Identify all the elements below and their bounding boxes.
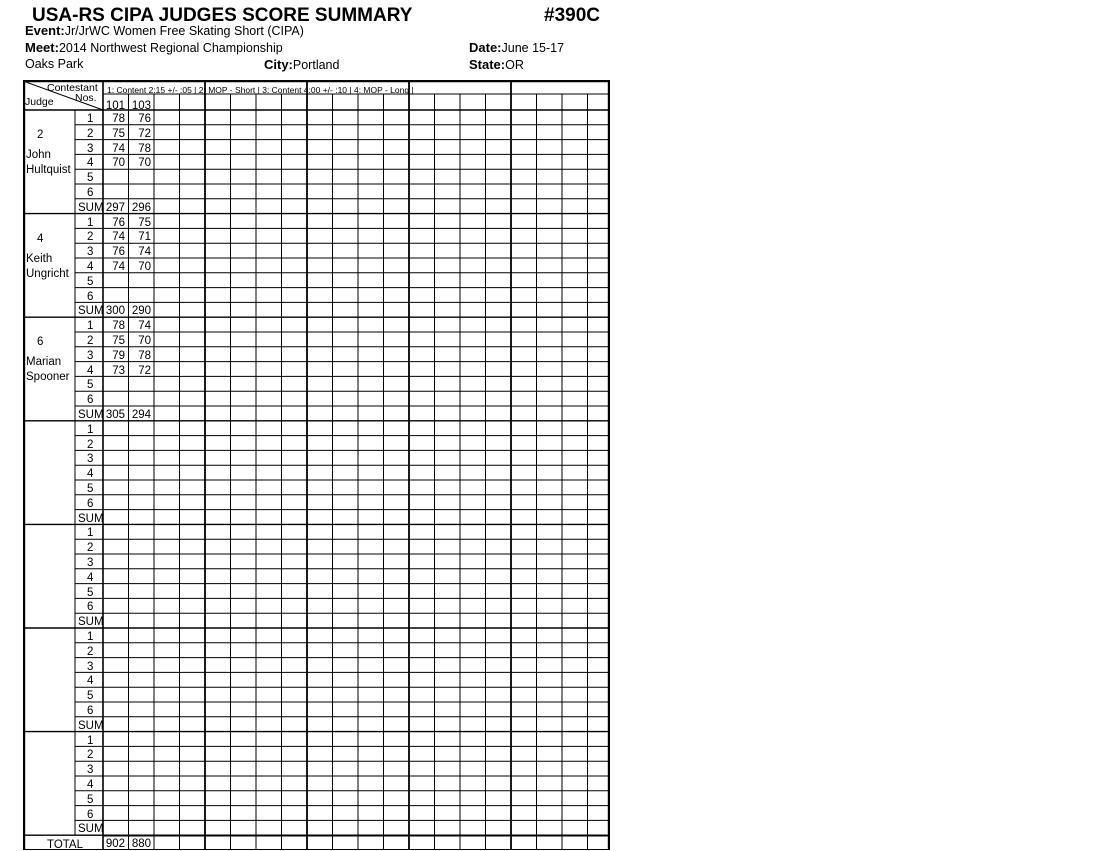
row-label: 3	[87, 349, 94, 362]
score-cell: 70	[138, 157, 151, 170]
score-cell: 70	[138, 335, 151, 347]
row-label: 2	[87, 542, 94, 555]
row-label: 1	[87, 423, 94, 436]
state-label: State:	[469, 57, 506, 72]
judge-last-name: Spooner	[26, 371, 70, 384]
row-label: 1	[87, 216, 94, 229]
row-label: 1	[87, 527, 94, 540]
judge-name	[26, 252, 69, 282]
score-cell: 300	[105, 305, 125, 318]
corner-judge-label: Judge	[25, 96, 54, 108]
score-cell: 78	[112, 113, 125, 125]
row-label: 4	[87, 675, 94, 688]
row-label: SUM	[78, 305, 104, 318]
row-label: 4	[87, 261, 94, 273]
score-cell: 76	[112, 246, 125, 259]
row-label: 3	[87, 453, 94, 466]
contestant-number: 103	[131, 100, 151, 112]
score-cell: 76	[112, 216, 125, 229]
score-cell: 73	[112, 364, 125, 377]
score-cell: 296	[131, 201, 151, 214]
city-label: City:	[264, 57, 293, 72]
judge-last-name: Ungricht	[26, 267, 69, 280]
row-label: 2	[87, 335, 94, 347]
score-grid-lines	[23, 80, 610, 850]
judge-name	[26, 355, 69, 385]
row-label: 5	[87, 793, 94, 806]
row-label: 3	[87, 557, 94, 569]
row-label: SUM	[78, 201, 104, 214]
row-label: 3	[87, 246, 94, 259]
row-label: 6	[87, 497, 94, 510]
event-field	[25, 23, 304, 38]
row-label: 2	[87, 231, 94, 244]
row-label: 1	[87, 113, 94, 125]
row-label: 6	[87, 187, 94, 199]
row-label: 3	[87, 660, 94, 673]
row-label: 3	[87, 142, 94, 155]
row-label: 2	[87, 645, 94, 658]
total-label: TOTAL	[47, 839, 83, 851]
judge-first-name: John	[26, 149, 51, 161]
judge-number: 4	[37, 232, 44, 245]
row-label: 5	[87, 586, 94, 599]
score-cell: 74	[112, 142, 125, 155]
meet-field	[25, 40, 283, 55]
date-value: June 15-17	[501, 41, 565, 55]
score-table	[23, 80, 610, 850]
score-cell: 75	[138, 216, 151, 229]
judge-first-name: Marian	[26, 356, 62, 369]
event-value: Jr/JrWC Women Free Skating Short (CIPA)	[64, 24, 304, 38]
judge-last-name: Hultquist	[26, 164, 71, 176]
venue: Oaks Park	[25, 57, 84, 71]
city-value: Portland	[292, 58, 340, 72]
row-label: 4	[87, 571, 94, 584]
row-label: 6	[87, 808, 94, 821]
row-label: 6	[87, 601, 94, 614]
score-cell: 76	[138, 113, 151, 125]
score-cell: 74	[138, 246, 151, 259]
row-label: 5	[87, 690, 94, 703]
meet-value: 2014 Northwest Regional Championship	[58, 41, 283, 55]
row-label: 6	[87, 394, 94, 407]
row-label: 4	[87, 364, 94, 377]
row-label: 2	[87, 438, 94, 451]
row-label: 5	[87, 379, 94, 392]
document-title: USA-RS CIPA JUDGES SCORE SUMMARY	[32, 5, 413, 26]
row-label: 1	[87, 734, 94, 747]
score-cell: 78	[138, 142, 151, 155]
total-value: 880	[131, 838, 151, 850]
total-value: 902	[105, 838, 125, 850]
row-label: SUM	[78, 823, 104, 836]
row-label: 4	[87, 157, 94, 170]
score-cell: 78	[112, 320, 125, 333]
score-cell: 297	[105, 201, 125, 214]
judge-number: 6	[37, 336, 44, 349]
row-label: 5	[87, 275, 94, 288]
row-label: 1	[87, 320, 94, 333]
row-label: 5	[87, 172, 94, 185]
score-cell: 70	[112, 157, 125, 170]
date-label: Date:	[469, 40, 502, 55]
meet-label: Meet:	[25, 40, 59, 55]
row-label: 6	[87, 705, 94, 717]
row-label: SUM	[78, 512, 104, 525]
state-value: OR	[505, 58, 524, 72]
score-cell: 74	[138, 320, 151, 333]
corner-nos-label: Nos.	[75, 92, 97, 104]
row-label: 2	[87, 127, 94, 140]
row-label: SUM	[78, 719, 104, 732]
score-cell: 72	[138, 364, 151, 377]
city-field	[264, 57, 339, 72]
judge-number: 2	[37, 129, 44, 141]
date-field	[469, 40, 564, 55]
score-cell: 79	[112, 349, 125, 362]
column-legend: 1: Content 2:15 +/- :05 | 2: MOP - Short | 3: Content 4:00 +/- :10 | 4: MOP - Long |	[107, 85, 414, 95]
row-label: 4	[87, 779, 94, 791]
row-label: 5	[87, 483, 94, 495]
score-cell: 75	[112, 127, 125, 140]
row-label: 2	[87, 749, 94, 762]
row-label: SUM	[78, 409, 104, 421]
row-label: 6	[87, 290, 94, 303]
row-label: 1	[87, 631, 94, 643]
judge-name	[26, 148, 71, 178]
score-cell: 290	[131, 305, 151, 318]
score-cell: 74	[112, 261, 125, 273]
corner-contestant-label: Contestant	[47, 82, 98, 94]
score-cell: 78	[138, 349, 151, 362]
contestant-number: 101	[105, 100, 125, 112]
score-cell: 72	[138, 127, 151, 140]
score-cell: 294	[131, 409, 151, 421]
score-cell: 74	[112, 231, 125, 244]
state-field	[469, 57, 524, 72]
event-label: Event:	[25, 23, 65, 38]
form-number: #390C	[544, 5, 600, 26]
judge-first-name: Keith	[26, 252, 53, 265]
score-cell: 75	[112, 335, 125, 347]
row-label: SUM	[78, 616, 104, 629]
score-cell: 305	[105, 409, 125, 421]
row-label: 4	[87, 468, 94, 481]
row-label: 3	[87, 764, 94, 777]
score-cell: 70	[138, 261, 151, 273]
score-cell: 71	[138, 231, 151, 244]
